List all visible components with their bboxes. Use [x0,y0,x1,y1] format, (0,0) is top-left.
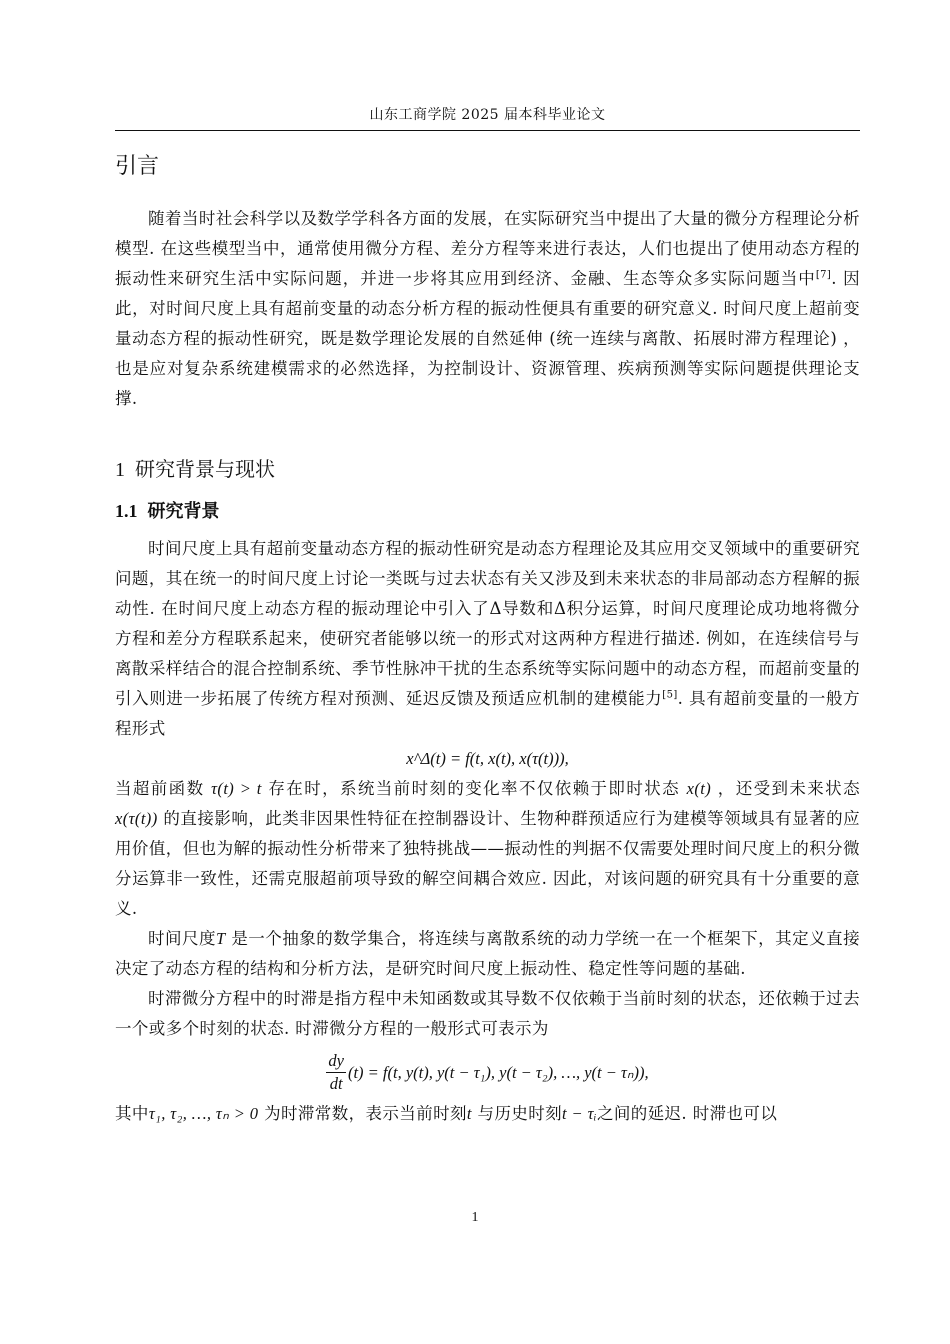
intro-paragraph [115,204,860,414]
subsection-number: 1.1 [115,501,138,521]
background-paragraph-3 [115,924,860,984]
bg5-text-c: 与历史时刻 [477,1104,563,1123]
section-title: 研究背景与现状 [135,457,275,481]
intro-heading: 引言 [115,154,160,179]
citation-7: [7] [815,269,832,281]
background-paragraph-5 [115,1099,860,1129]
math-x-tau: x(τ(t)) [115,809,158,828]
intro-text-a: 随着当时社会科学以及数学学科各方面的发展，在实际研究当中提出了大量的微分方程理论分析模型. 在这些模型当中，通常使用微分方程、差分方程等来进行表达，人们也提出了使用动态方程的振动性来研究生活中实际问题，并进一步将其应用到经济、金融、生态等众多实际问题当中 [115,209,860,288]
fraction-denominator: dt [329,1074,343,1093]
math-x-t: x(t) [686,779,712,798]
equation-delay-rest: (t) = f(t, y(t), y(t − τ₁), y(t − τ₂), …, y(t − τₙ)), [347,1062,649,1082]
bg5-text-b: 为时滞常数，表示当前时刻 [264,1104,467,1123]
equation-delay [115,1050,860,1095]
bg1-text-b: . 具有超前变量的一般方程形式 [115,689,860,738]
intro-body [115,204,860,414]
math-T: T [215,929,226,948]
intro-text-b: . 因此，对时间尺度上具有超前变量的动态分析方程的振动性便具有重要的研究意义. 时间尺度上超前变量动态方程的振动性研究，既是数学理论发展的自然延伸 (统一连续与离散、拓展时滞方程理论) ，也是应对复杂系统建模需求的必然选择，为控制设计、资源管理、疾病预测等实际问题提供理论支撑. [115,269,860,408]
bg2-text-d: 的直接影响，此类非因果性特征在控制器设计、生物种群预适应行为建模等领域具有显著的应用价值，但也为解的振动性分析带来了独特挑战——振动性的判据不仅需要处理时间尺度上的积分微分运算非一致性，还需克服超前项导致的解空间耦合效应. 因此，对该问题的研究具有十分重要的意义. [115,809,860,918]
running-header: 山东工商学院 2025 届本科毕业论文 [369,107,606,123]
bg5-text-a: 其中 [115,1104,149,1123]
math-taus: τ₁, τ₂, …, τₙ > 0 [148,1104,259,1123]
background-paragraph-4: 时滞微分方程中的时滞是指方程中未知函数或其导数不仅依赖于当前时刻的状态，还依赖于过去一个或多个时刻的状态. 时滞微分方程的一般形式可表示为 [115,989,860,1038]
bg1-text-a: 时间尺度上具有超前变量动态方程的振动性研究是动态方程理论及其应用交叉领域中的重要研究问题，其在统一的时间尺度上讨论一类既与过去状态有关又涉及到未来状态的非局部动态方程解的振动性. 在时间尺度上动态方程的振动理论中引入了Δ导数和Δ积分运算，时间尺度理论成功地将微分方程和差分方程联系起来，使研究者能够以统一的形式对这两种方程进行描述. 例如，在连续信号与离散采样结合的混合控制系统、季节性脉冲干扰的生态系统等实际问题中的动态方程，而超前变量的引入则进一步拓展了传统方程对预测、延迟反馈及预适应机制的建模能力 [115,539,860,708]
page-content [115,150,860,1129]
bg3-text-b: 是一个抽象的数学集合，将连续与离散系统的动力学统一在一个框架下，其定义直接决定了动态方程的结构和分析方法，是研究时间尺度上振动性、稳定性等问题的基础. [115,929,860,978]
section-number: 1 [115,459,125,481]
fraction-dy-dt [326,1050,346,1095]
fraction-numerator: dy [326,1050,346,1073]
equation-advanced: x^Δ(t) = f(t, x(t), x(τ(t))), [406,749,569,768]
bg2-text-c: ，还受到未来状态 [717,779,860,798]
citation-5: [5] [662,689,678,701]
section-heading [115,454,860,485]
math-t-minus-tau: t − τᵢ [562,1104,597,1123]
subsection-title: 研究背景 [147,501,220,522]
math-tau-gt-t: τ(t) > t [211,779,262,798]
bg2-text-b: 存在时，系统当前时刻的变化率不仅依赖于即时状态 [268,779,681,798]
bg3-text-a: 时间尺度 [148,929,216,948]
background-paragraph-1 [115,534,860,744]
subsection-heading [115,497,860,526]
background-paragraph-2 [115,774,860,924]
bg5-text-d: 之间的延迟. 时滞也可以 [596,1104,778,1123]
bg2-text-a: 当超前函数 [115,779,205,798]
math-t: t [466,1104,472,1123]
header-rule [115,130,860,131]
page-number: 1 [471,1210,479,1225]
